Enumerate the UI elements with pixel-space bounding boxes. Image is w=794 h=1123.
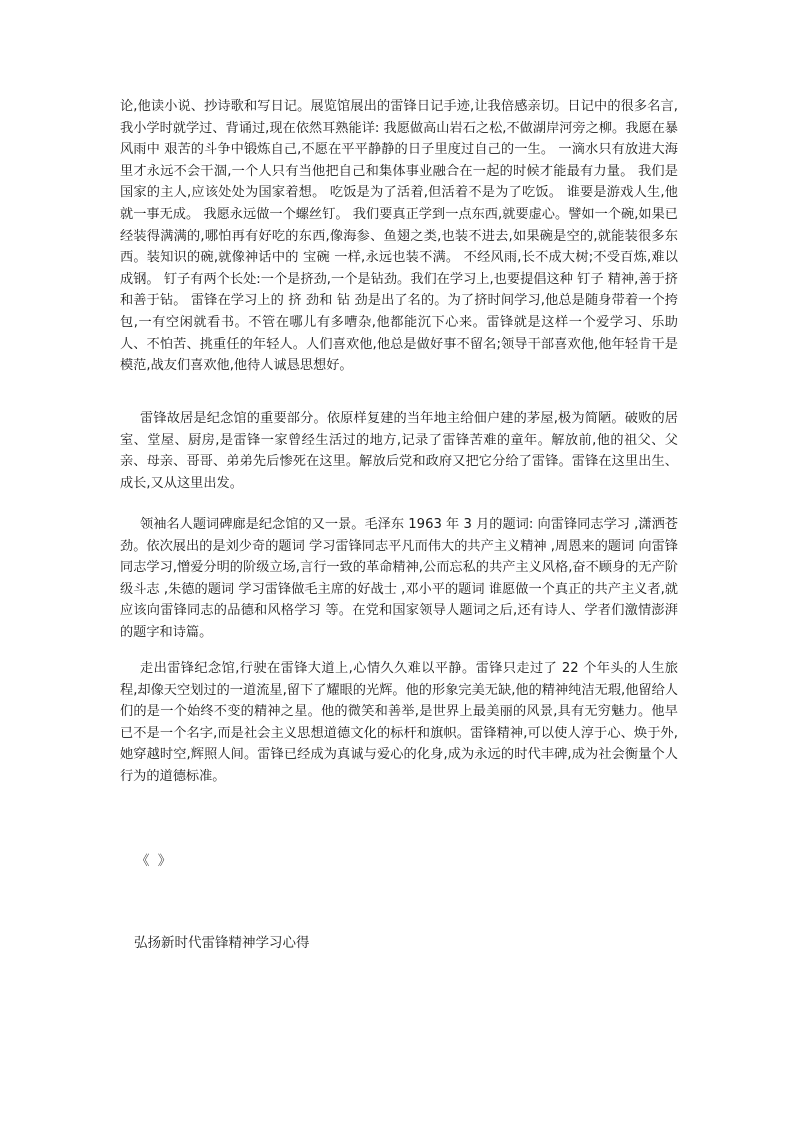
paragraph-inscription-gallery: 领袖名人题词碑廊是纪念馆的又一景。毛泽东 1963 年 3 月的题词: 向雷锋同志学习 ,潇洒苍劲。依次展出的是刘少奇的题词 学习雷锋同志平凡而伟大的共产主义精神 ,周恩来的题词 向雷锋同志学习,憎爱分明的阶级立场,言行一致的革命精神,公而忘私的共产主义风格,奋不顾身的无产阶级斗志 ,朱德的题词 学习雷锋做毛主席的好战士 ,邓小平的题词 谁愿做一个真正的共产主义者,就应该向雷锋同志的品德和风格学习 等。在党和国家领导人题词之后,还有诗人、学者们激情澎湃的题字和诗篇。: [120, 517, 678, 640]
next-article-title[interactable]: 弘扬新时代雷锋精神学习心得: [134, 935, 310, 951]
paragraph-former-residence: 雷锋故居是纪念馆的重要部分。依原样复建的当年地主给佃户建的茅屋,极为简陋。破败的居室、堂屋、厨房,是雷锋一家曾经生活过的地方,记录了雷锋苦难的童年。解放前,他的祖父、父亲、母亲、哥哥、弟弟先后惨死在这里。解放后党和政府又把它分给了雷锋。雷锋在这里出生、成长,又从这里出发。: [120, 411, 678, 491]
empty-title-brackets: 《 》: [136, 853, 174, 869]
paragraph-diary-quotes: 论,他读小说、抄诗歌和写日记。展览馆展出的雷锋日记手迹,让我倍感亲切。日记中的很多名言,我小学时就学过、背诵过,现在依然耳熟能详: 我愿做高山岩石之松,不做湖岸河旁之柳。我愿在暴风雨中 艰苦的斗争中锻炼自己,不愿在平平静静的日子里度过自己的一生。 一滴水只有放进大海里才永远不会干涸,一个人只有当他把自己和集体事业融合在一起的时候才能最有力量。 我们是国家的主人,应该处处为国家着想。 吃饭是为了活着,但活着不是为了吃饭。 谁要是游戏人生,他就一事无成。 我愿永远做一个螺丝钉。 我们要真正学到一点东西,就要虚心。譬如一个碗,如果已经装得满满的,哪怕再有好吃的东西,像海参、鱼翅之类,也装不进去,如果碗是空的,就能装很多东西。装知识的碗,就像神话中的 宝碗 一样,永远也装不满。 不经风雨,长不成大树;不受百炼,难以成钢。 钉子有两个长处:一个是挤劲,一个是钻劲。我们在学习上,也要提倡这种 钉子 精神,善于挤和善于钻。 雷锋在学习上的 挤 劲和 钻 劲是出了名的。为了挤时间学习,他总是随身带着一个挎包,一有空闲就看书。不管在哪儿有多嘈杂,他都能沉下心来。雷锋就是这样一个爱学习、乐助人、不怕苦、挑重任的年轻人。人们喜欢他,他总是做好事不留名;领导干部喜欢他,他年轻肯干是模范,战友们喜欢他,他待人诚恳思想好。: [120, 99, 678, 374]
paragraph-conclusion: 走出雷锋纪念馆,行驶在雷锋大道上,心情久久难以平静。雷锋只走过了 22 个年头的人生旅程,却像天空划过的一道流星,留下了耀眼的光辉。他的形象完美无缺,他的精神纯洁无瑕,他留给人们的是一个始终不变的精神之星。他的微笑和善举,是世界上最美丽的风景,具有无穷魅力。他早已不是一个名字,而是社会主义思想道德文化的标杆和旗帜。雷锋精神,可以使人淳于心、焕于外,她穿越时空,辉照人间。雷锋已经成为真诚与爱心的化身,成为永远的时代丰碑,成为社会衡量个人行为的道德标准。: [120, 661, 678, 784]
